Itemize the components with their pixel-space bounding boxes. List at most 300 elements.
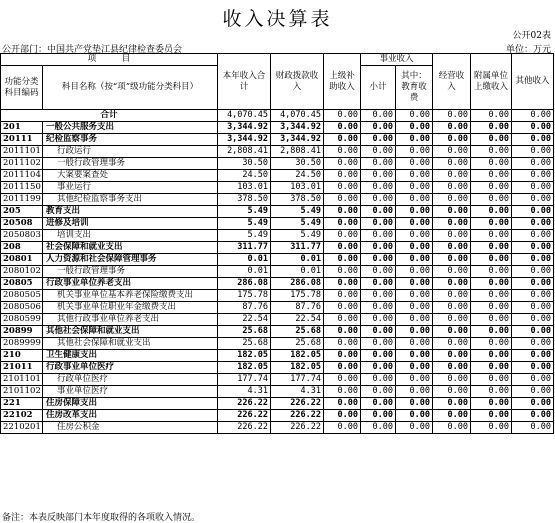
amount-cell: 0.00: [433, 290, 471, 302]
amount-cell: 0.01: [218, 266, 271, 278]
table-row: [1, 314, 554, 326]
table-row: [1, 398, 554, 410]
amount-cell: 0.00: [433, 170, 471, 182]
subject-code: 2101102: [1, 386, 43, 398]
amount-cell: 0.01: [271, 266, 324, 278]
amount-cell: 0.00: [324, 278, 361, 290]
amount-cell: 0.00: [396, 206, 433, 218]
amount-cell: 0.00: [433, 266, 471, 278]
subject-name: 卫生健康支出: [43, 350, 218, 362]
amount-cell: 0.00: [433, 362, 471, 374]
amount-cell: 0.00: [361, 326, 396, 338]
unit-label: 单位：万元: [505, 45, 551, 55]
amount-cell: 0.00: [361, 134, 396, 146]
amount-cell: 0.00: [396, 122, 433, 134]
subject-name: 其他社会保障和就业支出: [43, 326, 218, 338]
amount-cell: 25.68: [271, 326, 324, 338]
table-row: [1, 338, 554, 350]
table-row: [1, 290, 554, 302]
amount-cell: 175.78: [271, 290, 324, 302]
table-row: [1, 254, 554, 266]
amount-cell: 5.49: [271, 206, 324, 218]
amount-cell: 0.00: [471, 266, 512, 278]
amount-cell: 0.00: [396, 326, 433, 338]
amount-cell: 0.00: [471, 350, 512, 362]
amount-cell: 0.00: [512, 218, 554, 230]
subject-code: 201: [1, 122, 43, 134]
table-row: [1, 386, 554, 398]
amount-cell: 0.00: [361, 302, 396, 314]
amount-cell: 0.00: [361, 350, 396, 362]
amount-cell: 0.00: [324, 422, 361, 434]
amount-cell: 0.00: [512, 350, 554, 362]
amount-cell: 0.00: [361, 410, 396, 422]
subject-name: 人力资源和社会保障管理事务: [43, 254, 218, 266]
subject-name: 住房保障支出: [43, 398, 218, 410]
amount-cell: 0.00: [433, 122, 471, 134]
header-education: 其中：教育收费: [396, 66, 433, 110]
amount-cell: 0.00: [512, 146, 554, 158]
table-row: [1, 158, 554, 170]
total-value: 0.00: [361, 110, 396, 122]
amount-cell: 226.22: [271, 422, 324, 434]
subject-name: 社会保障和就业支出: [43, 242, 218, 254]
header-code: 功能分类科目编码: [1, 66, 43, 110]
subject-name: 一般行政管理事务: [43, 266, 218, 278]
amount-cell: 226.22: [271, 398, 324, 410]
amount-cell: 0.00: [396, 146, 433, 158]
amount-cell: 0.00: [471, 278, 512, 290]
amount-cell: 0.00: [471, 374, 512, 386]
amount-cell: 0.00: [361, 362, 396, 374]
amount-cell: 0.00: [512, 134, 554, 146]
amount-cell: 0.00: [396, 170, 433, 182]
amount-cell: 0.00: [361, 182, 396, 194]
amount-cell: 0.00: [512, 230, 554, 242]
amount-cell: 0.00: [471, 206, 512, 218]
subject-name: 大案要案查处: [43, 170, 218, 182]
amount-cell: 0.00: [471, 326, 512, 338]
amount-cell: 0.00: [324, 134, 361, 146]
amount-cell: 0.00: [396, 158, 433, 170]
amount-cell: 175.78: [218, 290, 271, 302]
subject-code: 205: [1, 206, 43, 218]
table-row: [1, 410, 554, 422]
amount-cell: 0.01: [271, 254, 324, 266]
amount-cell: 0.00: [324, 290, 361, 302]
amount-cell: 0.00: [361, 146, 396, 158]
amount-cell: 0.00: [471, 182, 512, 194]
amount-cell: 0.00: [324, 182, 361, 194]
page-title: 收入决算表: [222, 8, 333, 30]
amount-cell: 24.50: [271, 170, 324, 182]
subject-code: 2080102: [1, 266, 43, 278]
amount-cell: 0.00: [512, 410, 554, 422]
amount-cell: 0.00: [433, 278, 471, 290]
amount-cell: 0.00: [396, 218, 433, 230]
amount-cell: 0.00: [396, 254, 433, 266]
subject-code: 22102: [1, 410, 43, 422]
amount-cell: 182.05: [218, 350, 271, 362]
amount-cell: 2,808.41: [271, 146, 324, 158]
subject-code: 20111: [1, 134, 43, 146]
amount-cell: 0.00: [512, 158, 554, 170]
amount-cell: 0.00: [324, 386, 361, 398]
subject-code: 2080506: [1, 302, 43, 314]
amount-cell: 0.00: [361, 194, 396, 206]
amount-cell: 177.74: [218, 374, 271, 386]
amount-cell: 0.00: [396, 398, 433, 410]
amount-cell: 0.00: [361, 158, 396, 170]
amount-cell: 0.00: [324, 266, 361, 278]
subject-code: 2011102: [1, 158, 43, 170]
amount-cell: 2,808.41: [218, 146, 271, 158]
amount-cell: 0.00: [324, 374, 361, 386]
amount-cell: 0.00: [512, 206, 554, 218]
table-row: [1, 266, 554, 278]
amount-cell: 3,344.92: [271, 122, 324, 134]
amount-cell: 0.00: [512, 290, 554, 302]
amount-cell: 0.00: [512, 170, 554, 182]
table-row: [1, 374, 554, 386]
amount-cell: 0.00: [433, 182, 471, 194]
amount-cell: 226.22: [218, 422, 271, 434]
table-row: [1, 206, 554, 218]
subject-code: 2210201: [1, 422, 43, 434]
amount-cell: 0.00: [512, 362, 554, 374]
amount-cell: 0.00: [433, 254, 471, 266]
amount-cell: 182.05: [218, 362, 271, 374]
amount-cell: 311.77: [271, 242, 324, 254]
table-row: [1, 134, 554, 146]
amount-cell: 0.00: [512, 326, 554, 338]
table-row: [1, 230, 554, 242]
header-superior: 上级补助收入: [324, 54, 361, 110]
amount-cell: 226.22: [218, 410, 271, 422]
amount-cell: 0.00: [433, 242, 471, 254]
amount-cell: 0.00: [471, 230, 512, 242]
amount-cell: 0.00: [512, 314, 554, 326]
amount-cell: 25.68: [218, 338, 271, 350]
header-affiliated: 附属单位上缴收入: [471, 54, 512, 110]
amount-cell: 0.00: [324, 350, 361, 362]
total-value: 0.00: [324, 110, 361, 122]
subject-name: 其他社会保障和就业支出: [43, 338, 218, 350]
department-label: 公开部门：中国共产党垫江县纪律检查委员会: [2, 45, 183, 55]
amount-cell: 0.00: [512, 398, 554, 410]
amount-cell: 0.00: [361, 242, 396, 254]
amount-cell: 0.00: [396, 422, 433, 434]
subject-code: 20805: [1, 278, 43, 290]
total-value: 0.00: [396, 110, 433, 122]
header-name: 科目名称（按“项”级功能分类科目）: [43, 66, 218, 110]
amount-cell: 0.00: [471, 290, 512, 302]
amount-cell: 0.00: [512, 278, 554, 290]
amount-cell: 0.00: [433, 230, 471, 242]
amount-cell: 0.00: [324, 410, 361, 422]
amount-cell: 0.00: [433, 326, 471, 338]
amount-cell: 0.00: [471, 302, 512, 314]
subject-name: 行政事业单位医疗: [43, 362, 218, 374]
amount-cell: 0.00: [396, 410, 433, 422]
amount-cell: 0.00: [471, 398, 512, 410]
amount-cell: 0.00: [396, 350, 433, 362]
amount-cell: 0.00: [361, 314, 396, 326]
table-row: [1, 170, 554, 182]
amount-cell: 0.00: [324, 254, 361, 266]
amount-cell: 0.00: [512, 242, 554, 254]
amount-cell: 0.00: [512, 194, 554, 206]
amount-cell: 0.00: [512, 122, 554, 134]
amount-cell: 0.00: [512, 386, 554, 398]
amount-cell: 0.00: [471, 194, 512, 206]
total-value: 4,070.45: [218, 110, 271, 122]
header-item: 项 目: [1, 54, 218, 66]
amount-cell: 0.00: [471, 218, 512, 230]
amount-cell: 0.00: [361, 266, 396, 278]
amount-cell: 0.00: [361, 218, 396, 230]
amount-cell: 0.00: [361, 206, 396, 218]
subject-name: 事业运行: [43, 182, 218, 194]
amount-cell: 0.00: [361, 254, 396, 266]
subject-code: 2089999: [1, 338, 43, 350]
total-value: 4,070.45: [271, 110, 324, 122]
subject-code: 21011: [1, 362, 43, 374]
amount-cell: 0.00: [396, 338, 433, 350]
amount-cell: 0.00: [324, 194, 361, 206]
subject-name: 住房改革支出: [43, 410, 218, 422]
amount-cell: 0.00: [361, 230, 396, 242]
amount-cell: 22.54: [271, 314, 324, 326]
amount-cell: 0.00: [433, 158, 471, 170]
subject-code: 20801: [1, 254, 43, 266]
amount-cell: 0.00: [361, 338, 396, 350]
amount-cell: 30.50: [271, 158, 324, 170]
amount-cell: 4.31: [218, 386, 271, 398]
amount-cell: 0.00: [324, 362, 361, 374]
amount-cell: 0.00: [396, 302, 433, 314]
amount-cell: 0.00: [396, 314, 433, 326]
amount-cell: 0.00: [361, 170, 396, 182]
amount-cell: 5.49: [271, 230, 324, 242]
subject-name: 培训支出: [43, 230, 218, 242]
subject-code: 221: [1, 398, 43, 410]
amount-cell: 0.00: [324, 242, 361, 254]
amount-cell: 0.00: [433, 398, 471, 410]
amount-cell: 0.00: [433, 314, 471, 326]
amount-cell: 0.00: [324, 398, 361, 410]
amount-cell: 0.00: [433, 386, 471, 398]
amount-cell: 0.00: [433, 338, 471, 350]
amount-cell: 378.50: [271, 194, 324, 206]
amount-cell: 0.00: [512, 422, 554, 434]
subject-code: 2050803: [1, 230, 43, 242]
amount-cell: 0.00: [471, 134, 512, 146]
amount-cell: 0.00: [471, 158, 512, 170]
amount-cell: 0.00: [324, 146, 361, 158]
amount-cell: 177.74: [271, 374, 324, 386]
header-business: 事业收入: [361, 54, 433, 66]
amount-cell: 0.00: [471, 362, 512, 374]
amount-cell: 0.00: [512, 374, 554, 386]
table-row: [1, 302, 554, 314]
amount-cell: 0.00: [433, 194, 471, 206]
header-subtotal: 小计: [361, 66, 396, 110]
amount-cell: 182.05: [271, 350, 324, 362]
total-row: [1, 110, 554, 122]
table-row: [1, 146, 554, 158]
amount-cell: 4.31: [271, 386, 324, 398]
amount-cell: 0.00: [396, 290, 433, 302]
amount-cell: 87.76: [271, 302, 324, 314]
amount-cell: 0.00: [471, 122, 512, 134]
amount-cell: 24.50: [218, 170, 271, 182]
amount-cell: 30.50: [218, 158, 271, 170]
amount-cell: 0.00: [433, 134, 471, 146]
amount-cell: 3,344.92: [218, 134, 271, 146]
amount-cell: 0.00: [471, 314, 512, 326]
header-total: 本年收入合计: [218, 54, 271, 110]
table-row: [1, 194, 554, 206]
amount-cell: 25.68: [218, 326, 271, 338]
amount-cell: 25.68: [271, 338, 324, 350]
subject-name: 教育支出: [43, 206, 218, 218]
subject-name: 一般行政管理事务: [43, 158, 218, 170]
amount-cell: 226.22: [218, 398, 271, 410]
subject-name: 事业单位医疗: [43, 386, 218, 398]
total-label: 合计: [1, 110, 218, 122]
amount-cell: 0.00: [471, 338, 512, 350]
amount-cell: 0.00: [324, 218, 361, 230]
amount-cell: 0.00: [433, 422, 471, 434]
table-number: 公开02表: [512, 31, 551, 41]
amount-cell: 0.00: [361, 290, 396, 302]
amount-cell: 0.00: [512, 302, 554, 314]
amount-cell: 0.00: [433, 374, 471, 386]
amount-cell: 0.00: [512, 182, 554, 194]
amount-cell: 0.00: [396, 374, 433, 386]
amount-cell: 0.00: [396, 242, 433, 254]
table-row: [1, 242, 554, 254]
income-table: [0, 53, 554, 434]
amount-cell: 286.08: [271, 278, 324, 290]
subject-code: 20508: [1, 218, 43, 230]
subject-name: 进修及培训: [43, 218, 218, 230]
amount-cell: 0.00: [396, 266, 433, 278]
subject-code: 2011101: [1, 146, 43, 158]
total-value: 0.00: [512, 110, 554, 122]
amount-cell: 22.54: [218, 314, 271, 326]
amount-cell: 378.50: [218, 194, 271, 206]
amount-cell: 0.00: [324, 206, 361, 218]
subject-name: 机关事业单位职业年金缴费支出: [43, 302, 218, 314]
amount-cell: 103.01: [218, 182, 271, 194]
table-row: [1, 218, 554, 230]
subject-code: 2011104: [1, 170, 43, 182]
amount-cell: 0.00: [396, 362, 433, 374]
amount-cell: 0.00: [396, 194, 433, 206]
subject-name: 其他纪检监察事务支出: [43, 194, 218, 206]
subject-code: 2080505: [1, 290, 43, 302]
amount-cell: 182.05: [271, 362, 324, 374]
amount-cell: 0.00: [433, 302, 471, 314]
amount-cell: 0.00: [396, 278, 433, 290]
amount-cell: 5.49: [218, 218, 271, 230]
amount-cell: 0.00: [433, 350, 471, 362]
amount-cell: 0.00: [471, 254, 512, 266]
subject-code: 2101101: [1, 374, 43, 386]
amount-cell: 5.49: [218, 230, 271, 242]
amount-cell: 0.00: [324, 230, 361, 242]
amount-cell: 0.00: [396, 386, 433, 398]
amount-cell: 0.00: [324, 302, 361, 314]
amount-cell: 0.00: [471, 170, 512, 182]
header-fiscal: 财政拨款收入: [271, 54, 324, 110]
amount-cell: 311.77: [218, 242, 271, 254]
subject-code: 2011199: [1, 194, 43, 206]
table-row: [1, 182, 554, 194]
amount-cell: 0.00: [324, 326, 361, 338]
amount-cell: 0.00: [361, 398, 396, 410]
subject-code: 20899: [1, 326, 43, 338]
header-other: 其他收入: [512, 54, 554, 110]
subject-name: 行政事业单位养老支出: [43, 278, 218, 290]
total-value: 0.00: [433, 110, 471, 122]
amount-cell: 0.00: [396, 230, 433, 242]
table-row: [1, 122, 554, 134]
subject-name: 纪检监察事务: [43, 134, 218, 146]
total-value: 0.00: [471, 110, 512, 122]
amount-cell: 0.00: [471, 410, 512, 422]
amount-cell: 0.00: [361, 122, 396, 134]
subject-code: 2080599: [1, 314, 43, 326]
amount-cell: 0.00: [433, 218, 471, 230]
subject-name: 行政单位医疗: [43, 374, 218, 386]
table-row: [1, 350, 554, 362]
amount-cell: 0.00: [471, 386, 512, 398]
amount-cell: 0.00: [433, 146, 471, 158]
amount-cell: 3,344.92: [271, 134, 324, 146]
amount-cell: 0.00: [361, 386, 396, 398]
amount-cell: 0.00: [471, 422, 512, 434]
amount-cell: 5.49: [218, 206, 271, 218]
subject-code: 208: [1, 242, 43, 254]
subject-code: 210: [1, 350, 43, 362]
amount-cell: 0.00: [396, 182, 433, 194]
amount-cell: 0.00: [324, 122, 361, 134]
subject-name: 住房公积金: [43, 422, 218, 434]
amount-cell: 0.00: [361, 374, 396, 386]
amount-cell: 0.00: [324, 158, 361, 170]
table-row: [1, 362, 554, 374]
amount-cell: 0.00: [324, 170, 361, 182]
amount-cell: 0.00: [471, 242, 512, 254]
subject-name: 行政运行: [43, 146, 218, 158]
amount-cell: 87.76: [218, 302, 271, 314]
amount-cell: 0.01: [218, 254, 271, 266]
amount-cell: 0.00: [361, 422, 396, 434]
table-row: [1, 422, 554, 434]
amount-cell: 0.00: [396, 134, 433, 146]
amount-cell: 0.00: [512, 266, 554, 278]
amount-cell: 3,344.92: [218, 122, 271, 134]
amount-cell: 0.00: [471, 146, 512, 158]
subject-name: 机关事业单位基本养老保险缴费支出: [43, 290, 218, 302]
amount-cell: 226.22: [271, 410, 324, 422]
amount-cell: 0.00: [361, 278, 396, 290]
amount-cell: 0.00: [512, 254, 554, 266]
subject-name: 一般公共服务支出: [43, 122, 218, 134]
